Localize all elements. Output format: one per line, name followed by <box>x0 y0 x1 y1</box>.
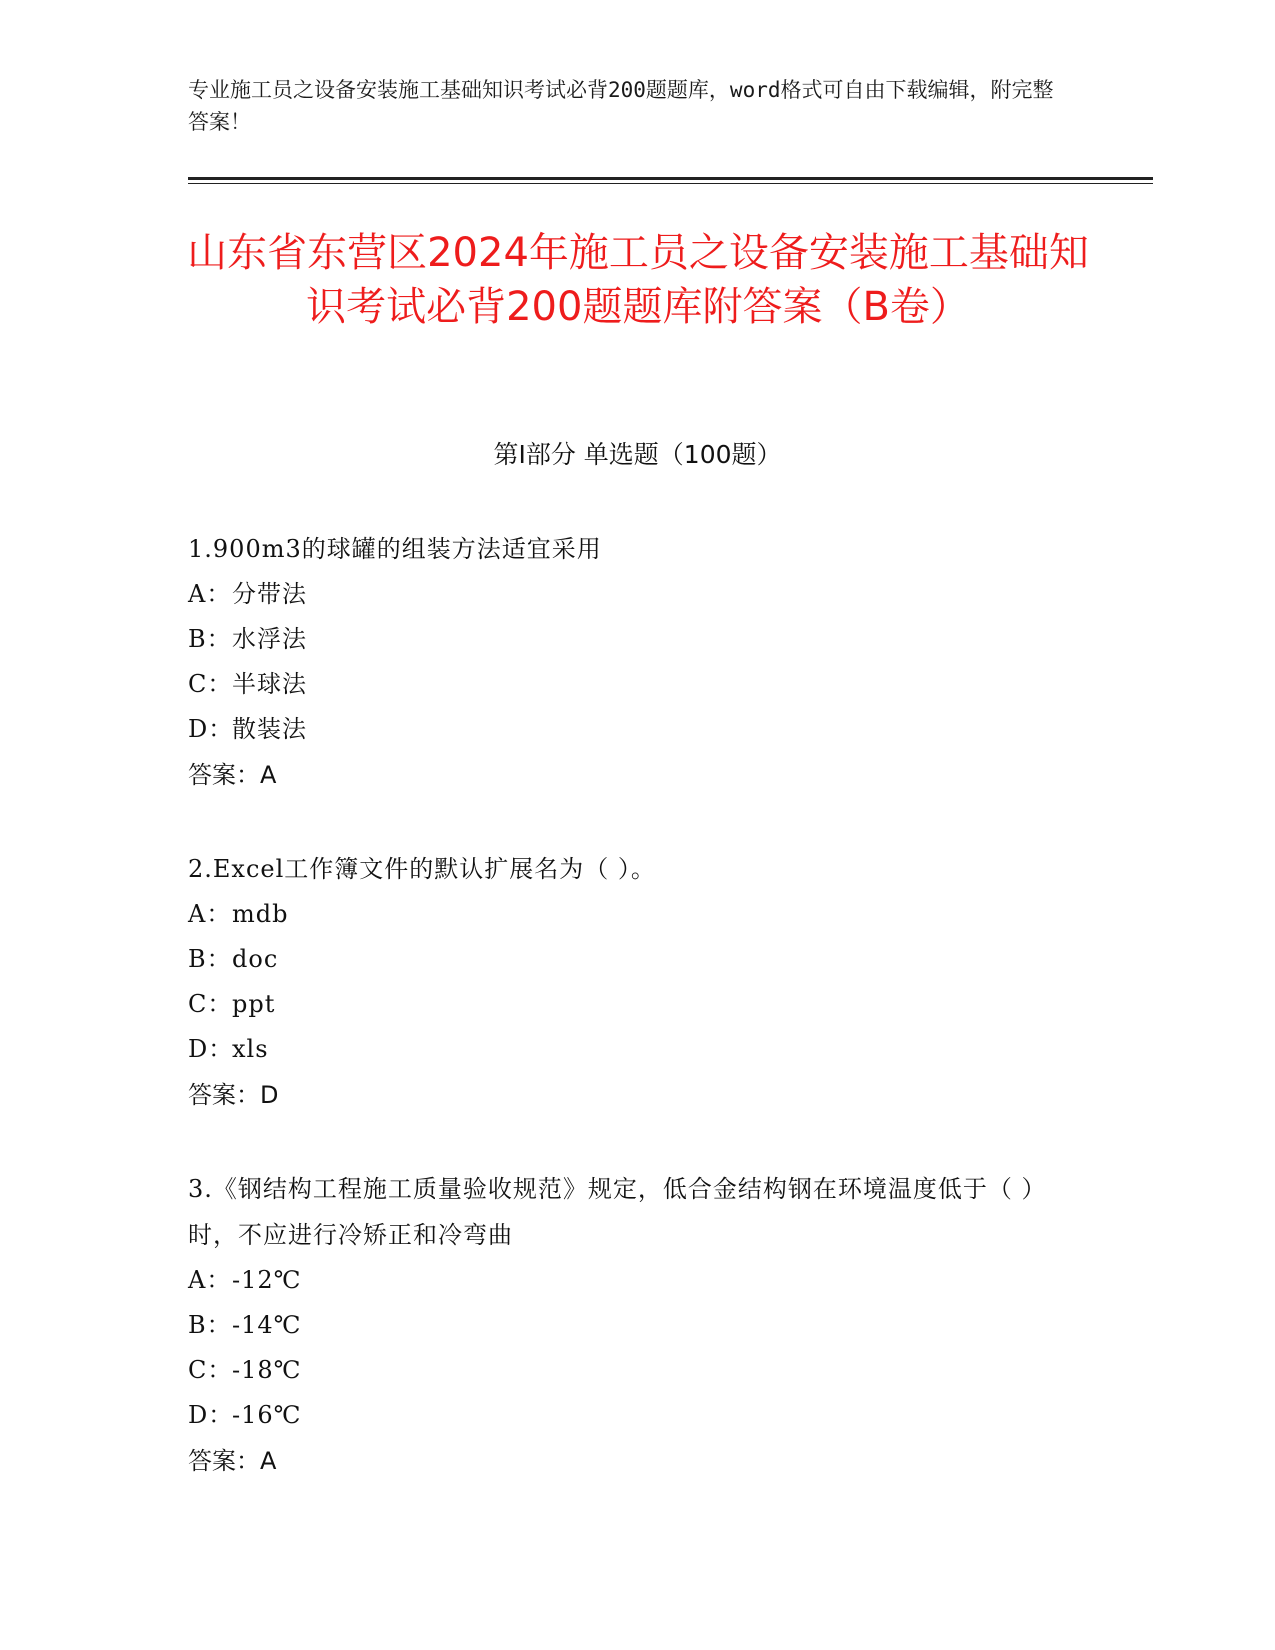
question-option <box>188 1348 1068 1393</box>
question-option <box>188 1393 1068 1438</box>
question-item <box>188 1166 1068 1484</box>
question-option <box>188 707 1068 752</box>
question-option <box>188 1303 1068 1348</box>
option-text: xls <box>232 1035 269 1063</box>
question-option <box>188 892 1068 937</box>
option-key: C： <box>188 1356 233 1384</box>
option-text: 分带法 <box>232 580 307 608</box>
option-text: -14℃ <box>232 1311 302 1339</box>
document-title: 山东省东营区2024年施工员之设备安装施工基础知识考试必背200题题库附答案（B卷） <box>187 230 1089 330</box>
option-text: 水浮法 <box>232 625 307 653</box>
question-stem: 2.Excel工作簿文件的默认扩展名为（ ）。 <box>188 855 656 883</box>
option-key: B： <box>188 1311 232 1339</box>
option-text: 半球法 <box>232 670 307 698</box>
option-text: 散装法 <box>232 715 307 743</box>
option-text: -12℃ <box>232 1266 302 1294</box>
option-text: -16℃ <box>232 1401 302 1429</box>
option-key: C： <box>188 990 233 1018</box>
question-answer: 答案：A <box>188 1447 277 1475</box>
question-option <box>188 1258 1068 1303</box>
option-key: B： <box>188 625 232 653</box>
question-option <box>188 937 1068 982</box>
question-item <box>188 846 1068 1118</box>
question-option <box>188 1027 1068 1072</box>
question-option <box>188 617 1068 662</box>
question-item <box>188 526 1068 798</box>
section-heading: 第I部分 单选题（100题） <box>493 440 782 469</box>
option-text: ppt <box>232 990 276 1018</box>
option-key: B： <box>188 945 232 973</box>
option-text: doc <box>232 945 279 973</box>
question-answer: 答案：D <box>188 1081 279 1109</box>
option-key: D： <box>188 1401 234 1429</box>
option-key: D： <box>188 1035 234 1063</box>
header-divider-thick <box>188 177 1153 180</box>
option-text: -18℃ <box>232 1356 302 1384</box>
question-stem: 1.900m3的球罐的组装方法适宜采用 <box>188 535 602 563</box>
option-key: C： <box>188 670 233 698</box>
header-note: 专业施工员之设备安装施工基础知识考试必背200题题库，word格式可自由下载编辑，附完整答案！ <box>188 78 1054 134</box>
option-key: A： <box>188 900 232 928</box>
option-key: D： <box>188 715 234 743</box>
header-divider-thin <box>188 183 1153 184</box>
question-stem: 3.《钢结构工程施工质量验收规范》规定，低合金结构钢在环境温度低于（ ）时，不应进行冷矫正和冷弯曲 <box>188 1175 1047 1249</box>
question-answer: 答案：A <box>188 761 277 789</box>
question-option <box>188 662 1068 707</box>
question-option <box>188 572 1068 617</box>
option-key: A： <box>188 580 232 608</box>
option-key: A： <box>188 1266 232 1294</box>
option-text: mdb <box>232 900 289 928</box>
question-option <box>188 982 1068 1027</box>
